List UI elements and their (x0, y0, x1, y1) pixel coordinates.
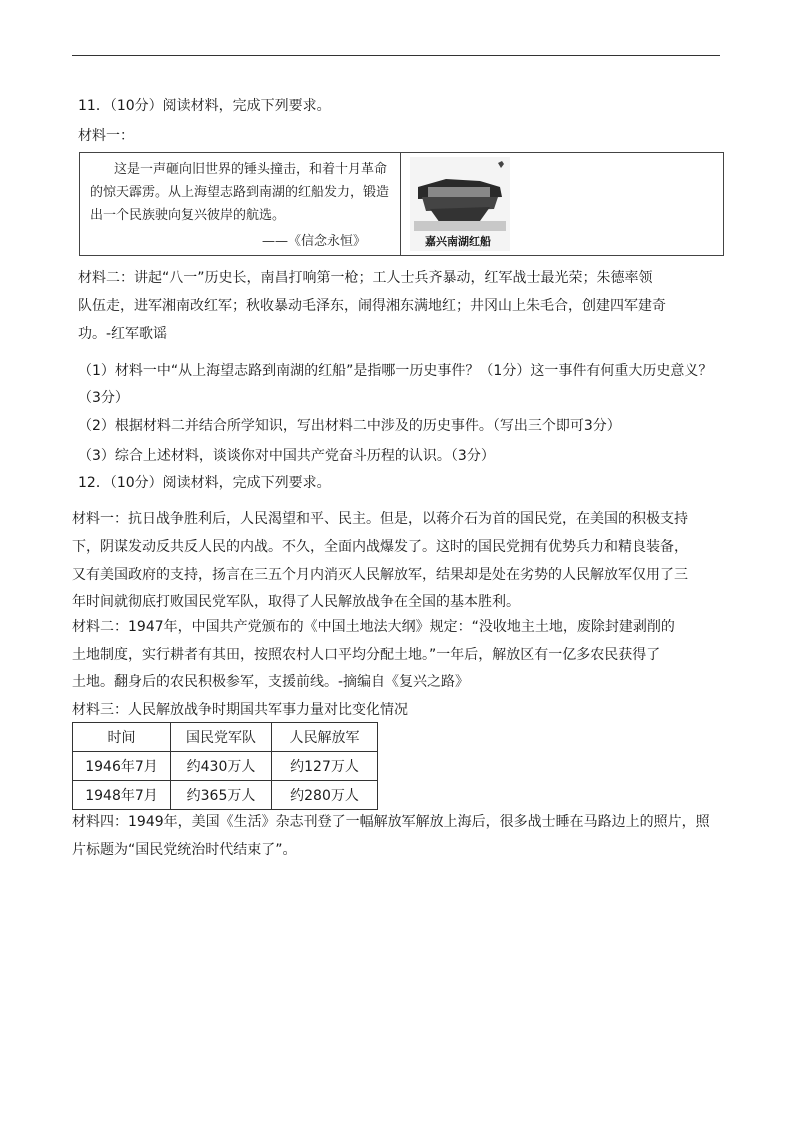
q11-subquestion-1-cont: （3分） (78, 390, 129, 406)
table-cell: 1948年7月 (73, 781, 171, 810)
red-boat-photo (410, 157, 510, 251)
table-header-cell: 国民党军队 (171, 723, 272, 752)
table-cell: 1946年7月 (73, 752, 171, 781)
quote-source: ——《信念永恒》 (262, 234, 367, 249)
table-header-row (73, 723, 378, 752)
table-header-cell: 时间 (73, 723, 171, 752)
q11-material1-box (79, 152, 724, 256)
force-comparison-table (72, 722, 378, 810)
q12-material1-line: 年时间就彻底打败国民党军队，取得了人民解放战争在全国的基本胜利。 (72, 594, 520, 610)
table-cell: 约127万人 (272, 752, 378, 781)
q11-material2-line: 材料二：讲起“八一”历史长，南昌打响第一枪；工人士兵齐暴动，红军战士最光荣；朱德率领 (78, 270, 653, 286)
table-header-cell: 人民解放军 (272, 723, 378, 752)
q12-title: 12．（10分）阅读材料，完成下列要求。 (78, 475, 331, 491)
table-cell: 约365万人 (171, 781, 272, 810)
q12-material4-line: 片标题为“国民党统治时代结束了”。 (72, 842, 297, 858)
q12-material4-line: 材料四：1949年，美国《生活》杂志刊登了一幅解放军解放上海后，很多战士睡在马路边上的照片，照 (72, 814, 710, 830)
quote-line: 的惊天霹雳。从上海望志路到南湖的红船发力，锻造 (90, 185, 390, 200)
q11-material2-line: 队伍走，进军湘南改红军；秋收暴动毛泽东，闹得湘东满地红；井冈山上朱毛合，创建四军建奇 (78, 298, 666, 314)
table-cell: 约280万人 (272, 781, 378, 810)
q12-material2-line: 材料二：1947年，中国共产党颁布的《中国土地法大纲》规定：“没收地主土地，废除封建剥削的 (72, 619, 675, 635)
q12-material1-line: 又有美国政府的支持，扬言在三五个月内消灭人民解放军，结果却是处在劣势的人民解放军仅用了三 (72, 567, 688, 583)
q11-title: 11．（10分）阅读材料，完成下列要求。 (78, 98, 331, 114)
quote-area (80, 153, 401, 255)
q12-material1-line: 下，阴谋发动反共反人民的内战。不久，全面内战爆发了。这时的国民党拥有优势兵力和精良装备， (72, 539, 688, 555)
q11-subquestion-1: （1）材料一中“从上海望志路到南湖的红船”是指哪一历史事件？（1分）这一事件有何重大历史意义？ (78, 363, 713, 379)
q12-material3-label: 材料三：人民解放战争时期国共军事力量对比变化情况 (72, 702, 408, 718)
quote-line: 这是一声砸向旧世界的锤头撞击，和着十月革命 (114, 162, 388, 177)
header-rule (72, 55, 720, 56)
table-cell: 约430万人 (171, 752, 272, 781)
table-row (73, 752, 378, 781)
q11-material1-label: 材料一： (78, 128, 134, 144)
q11-subquestion-3: （3）综合上述材料，谈谈你对中国共产党奋斗历程的认识。（3分） (78, 448, 495, 464)
q12-material2-line: 土地制度，实行耕者有其田，按照农村人口平均分配土地。”一年后，解放区有一亿多农民获得了 (72, 647, 661, 663)
q12-material1-line: 材料一：抗日战争胜利后，人民渴望和平、民主。但是，以蒋介石为首的国民党，在美国的积极支持 (72, 511, 688, 527)
q12-material2-line: 土地。翻身后的农民积极参军，支援前线。-摘编自《复兴之路》 (72, 674, 470, 690)
q11-material2-line: 功。-红军歌谣 (78, 326, 168, 342)
table-row (73, 781, 378, 810)
q11-subquestion-2: （2）根据材料二并结合所学知识，写出材料二中涉及的历史事件。（写出三个即可3分） (78, 418, 621, 434)
photo-caption: 嘉兴南湖红船 (425, 235, 491, 248)
quote-line: 出一个民族驶向复兴彼岸的航选。 (90, 208, 286, 223)
